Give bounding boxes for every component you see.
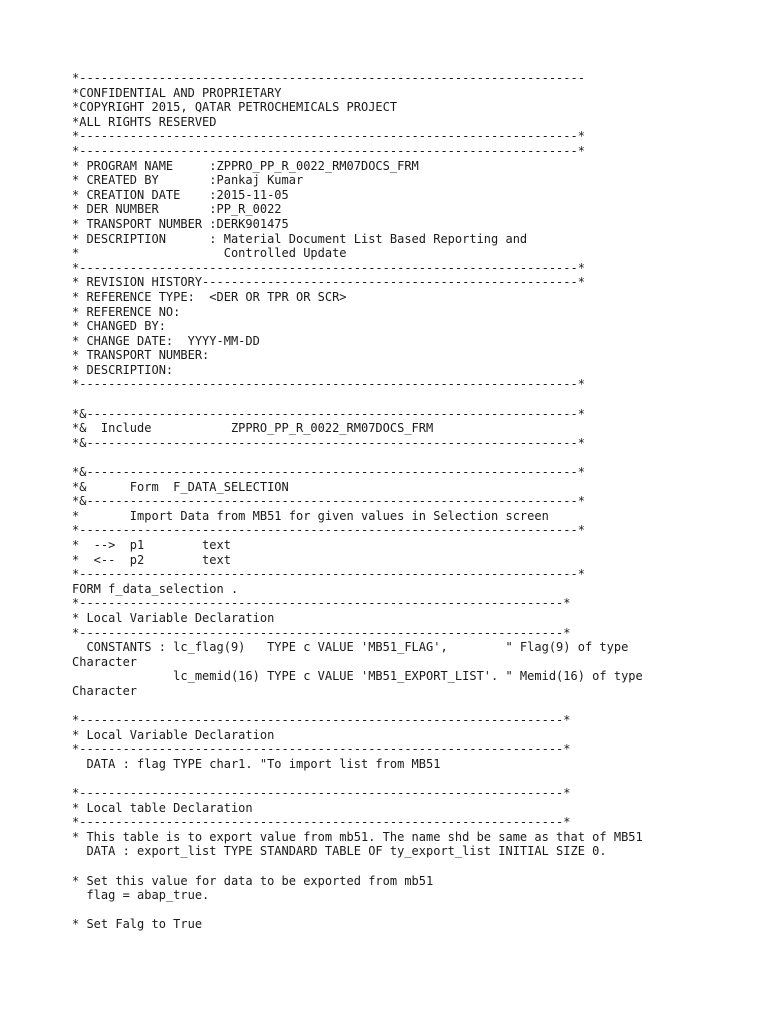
code-line: * DER NUMBER :PP_R_0022 bbox=[72, 202, 282, 217]
code-line: * Import Data from MB51 for given values in Selection screen bbox=[72, 508, 549, 523]
code-line: *---------------------------------------------------------------------* bbox=[72, 377, 585, 392]
code-line: *---------------------------------------------------------------------* bbox=[72, 143, 585, 158]
code-line: * CREATION DATE :2015-11-05 bbox=[72, 187, 289, 202]
code-line: * This table is to export value from mb51. The name shd be same as that of MB51 bbox=[72, 829, 643, 844]
code-line: * DESCRIPTION: bbox=[72, 362, 174, 377]
code-line: * Set Falg to True bbox=[72, 917, 203, 932]
code-line: lc_memid(16) TYPE c VALUE 'MB51_EXPORT_LIST'. " Memid(16) of type bbox=[72, 669, 643, 684]
code-line: *CONFIDENTIAL AND PROPRIETARY bbox=[72, 85, 282, 100]
code-line: *---------------------------------------------------------------------* bbox=[72, 129, 585, 144]
code-line: * REFERENCE NO: bbox=[72, 304, 181, 319]
code-line: FORM f_data_selection . bbox=[72, 581, 239, 596]
code-line: *&--------------------------------------------------------------------* bbox=[72, 465, 585, 480]
code-line: *& Include ZPPRO_PP_R_0022_RM07DOCS_FRM bbox=[72, 421, 434, 436]
code-line: *COPYRIGHT 2015, QATAR PETROCHEMICALS PROJECT bbox=[72, 100, 398, 115]
code-line: Character bbox=[72, 683, 138, 698]
code-line: *& Form F_DATA_SELECTION bbox=[72, 479, 289, 494]
code-line: *---------------------------------------------------------------------* bbox=[72, 260, 585, 275]
code-line: *-------------------------------------------------------------------* bbox=[72, 625, 571, 640]
code-line: *ALL RIGHTS RESERVED bbox=[72, 114, 217, 129]
code-line: *---------------------------------------------------------------------* bbox=[72, 567, 585, 582]
code-line bbox=[72, 903, 748, 918]
code-line: * Local Variable Declaration bbox=[72, 727, 275, 742]
code-line: DATA : flag TYPE char1. "To import list from MB51 bbox=[72, 756, 441, 771]
code-line: *&--------------------------------------------------------------------* bbox=[72, 494, 585, 509]
code-line: *---------------------------------------------------------------------* bbox=[72, 523, 585, 538]
code-line: CONSTANTS : lc_flag(9) TYPE c VALUE 'MB51_FLAG', " Flag(9) of type bbox=[72, 640, 629, 655]
code-line bbox=[72, 859, 748, 874]
code-line: *&--------------------------------------------------------------------* bbox=[72, 406, 585, 421]
code-line: * CHANGE DATE: YYYY-MM-DD bbox=[72, 333, 260, 348]
code-line: *-------------------------------------------------------------------* bbox=[72, 596, 571, 611]
code-line: *-------------------------------------------------------------------* bbox=[72, 815, 571, 830]
code-line: * TRANSPORT NUMBER: bbox=[72, 348, 210, 363]
code-line: * --> p1 text bbox=[72, 538, 231, 552]
code-line: *---------------------------------------------------------------------- bbox=[72, 71, 585, 85]
code-line: * DESCRIPTION : Material Document List Based Reporting and bbox=[72, 231, 528, 246]
code-line: *-------------------------------------------------------------------* bbox=[72, 786, 571, 801]
code-line: * REVISION HISTORY----------------------------------------------------* bbox=[72, 275, 585, 290]
code-line: * Local table Declaration bbox=[72, 800, 253, 815]
code-line bbox=[72, 699, 748, 714]
code-line: * CREATED BY :Pankaj Kumar bbox=[72, 173, 304, 188]
code-line: *-------------------------------------------------------------------* bbox=[72, 742, 571, 757]
code-line: * Local Variable Declaration bbox=[72, 610, 275, 625]
abap-source-code bbox=[72, 71, 748, 932]
code-line: flag = abap_true. bbox=[72, 888, 210, 903]
code-line: Character bbox=[72, 654, 138, 669]
code-line: * CHANGED BY: bbox=[72, 319, 166, 334]
code-line: *&--------------------------------------------------------------------* bbox=[72, 435, 585, 450]
code-line: * Set this value for data to be exported from mb51 bbox=[72, 873, 434, 888]
code-line: * Controlled Update bbox=[72, 246, 347, 261]
code-line: * TRANSPORT NUMBER :DERK901475 bbox=[72, 216, 289, 231]
code-line bbox=[72, 450, 748, 465]
code-line: * <-- p2 text bbox=[72, 552, 231, 567]
code-line: * REFERENCE TYPE: <DER OR TPR OR SCR> bbox=[72, 289, 347, 304]
code-line: * PROGRAM NAME :ZPPRO_PP_R_0022_RM07DOCS_FRM bbox=[72, 158, 419, 173]
code-line bbox=[72, 772, 748, 787]
code-line: DATA : export_list TYPE STANDARD TABLE OF ty_export_list INITIAL SIZE 0. bbox=[72, 844, 607, 859]
code-line: *-------------------------------------------------------------------* bbox=[72, 713, 571, 728]
code-line bbox=[72, 392, 748, 407]
